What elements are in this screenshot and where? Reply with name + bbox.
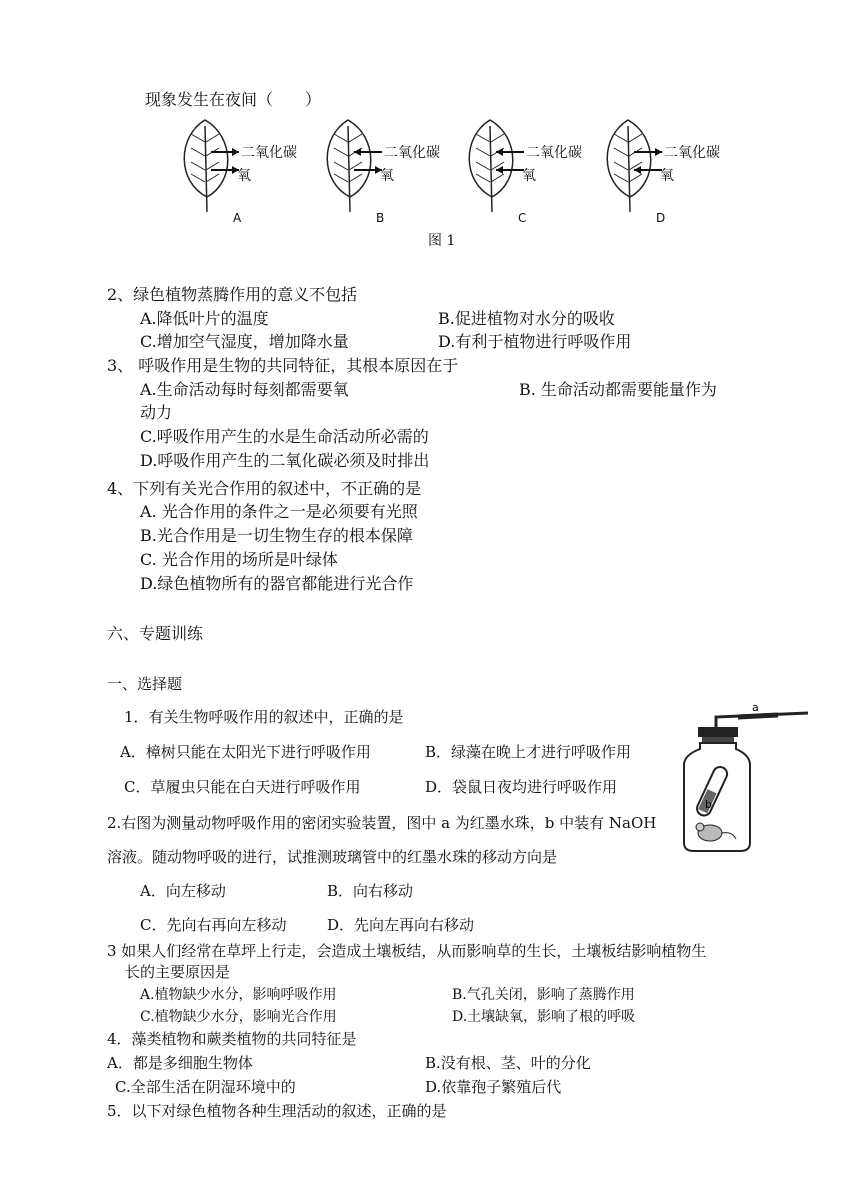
leaf-option-d xyxy=(607,120,720,225)
q2-option-c: C.增加空气湿度，增加降水量 xyxy=(140,332,349,351)
p2-line2: 溶液。随动物呼吸的进行，试推测玻璃管中的红墨水珠的移动方向是 xyxy=(107,848,558,866)
o2-arrow-head xyxy=(496,166,503,174)
q4-stem: 4、下列有关光合作用的叙述中，不正确的是 xyxy=(107,479,422,498)
co2-label: 二氧化碳 xyxy=(526,145,582,161)
p2-option-c: C．先向右再向左移动 xyxy=(140,916,287,934)
leaf-vein xyxy=(206,174,219,182)
p1-option-b: B．绿藻在晚上才进行呼吸作用 xyxy=(425,743,632,761)
q4-option-c: C. 光合作用的场所是叶绿体 xyxy=(140,550,338,569)
p1-stem: 1．有关生物呼吸作用的叙述中，正确的是 xyxy=(124,708,404,726)
o2-arrow-head xyxy=(634,166,641,174)
option-letter: C xyxy=(518,211,527,225)
o2-label: 氧 xyxy=(237,168,251,184)
leaf-vein xyxy=(476,174,490,182)
q3-option-d: D.呼吸作用产生的二氧化碳必须及时排出 xyxy=(140,451,430,470)
leaf-vein xyxy=(349,162,362,170)
leaf-vein xyxy=(614,162,628,170)
stopper xyxy=(698,727,738,737)
q3-stem: 3、 呼吸作用是生物的共同特征，其根本原因在于 xyxy=(107,356,459,375)
p2-option-a: A．向左移动 xyxy=(140,882,226,900)
mouse-tail xyxy=(722,833,736,839)
p3-option-b: B.气孔关闭，影响了蒸腾作用 xyxy=(452,987,635,1003)
q3-option-b: B. 生命活动都需要能量作为 xyxy=(519,380,717,399)
co2-arrow-head xyxy=(354,148,361,156)
p4-option-d: D.依靠孢子繁殖后代 xyxy=(425,1078,562,1096)
co2-arrow-head xyxy=(655,148,662,156)
leaf-vein xyxy=(476,148,490,156)
q4-option-a: A. 光合作用的条件之一是必须要有光照 xyxy=(140,502,418,521)
q3-option-a: A.生命活动每时每刻都需要氧 xyxy=(140,380,349,399)
leaf-vein xyxy=(476,162,490,170)
p1-option-a: A．樟树只能在太阳光下进行呼吸作用 xyxy=(120,743,371,761)
q2-stem: 2、绿色植物蒸腾作用的意义不包括 xyxy=(107,285,358,304)
q3-option-b-cont: 动力 xyxy=(140,403,173,422)
leaf-vein xyxy=(191,148,205,156)
leaf-vein xyxy=(614,148,628,156)
p3-line1: 3 如果人们经常在草坪上行走，会造成土壤板结，从而影响草的生长，土壤板结影响植物生 xyxy=(107,942,707,960)
o2-label: 氧 xyxy=(660,168,674,184)
leaf-vein xyxy=(491,174,504,182)
p2-line1: 2.右图为测量动物呼吸作用的密闭实验装置，图中 a 为红墨水珠，b 中装有 NaOH xyxy=(107,814,657,832)
leaf-vein xyxy=(206,134,219,142)
leaf-vein xyxy=(334,174,348,182)
o2-label: 氧 xyxy=(522,168,536,184)
red-ink-drop xyxy=(738,715,778,717)
leaf-vein xyxy=(191,134,205,142)
p3-option-d: D.土壤缺氧，影响了根的呼吸 xyxy=(452,1009,636,1025)
q2-option-d: D.有利于植物进行呼吸作用 xyxy=(438,332,632,351)
p2-option-d: D．先向左再向右移动 xyxy=(327,916,475,934)
leaf-option-a xyxy=(184,120,297,225)
leaf-vein xyxy=(334,148,348,156)
p3-option-a: A.植物缺少水分，影响呼吸作用 xyxy=(140,987,337,1003)
leaf-vein xyxy=(629,134,642,142)
option-letter: D xyxy=(656,211,666,225)
test-tube-b xyxy=(695,765,730,818)
leaf-vein xyxy=(191,174,205,182)
label-b: b xyxy=(705,798,712,811)
o2-label: 氧 xyxy=(380,168,394,184)
q4-option-d: D.绿色植物所有的器官都能进行光合作 xyxy=(140,574,414,593)
figure-1-caption: 图 1 xyxy=(428,233,456,249)
p4-option-a: A．都是多细胞生物体 xyxy=(107,1054,253,1072)
co2-label: 二氧化碳 xyxy=(384,145,440,161)
q4-option-b: B.光合作用是一切生物生存的根本保障 xyxy=(140,526,413,545)
p4-option-b: B.没有根、茎、叶的分化 xyxy=(425,1054,591,1072)
section-heading: 六、专题训练 xyxy=(107,624,204,643)
subsection-heading: 一、选择题 xyxy=(107,675,183,693)
option-letter: B xyxy=(376,211,385,225)
leaf-option-c xyxy=(469,120,582,225)
leaf-vein xyxy=(614,174,628,182)
leaf-vein xyxy=(614,134,628,142)
leaf-option-b xyxy=(327,120,440,225)
leaf-vein xyxy=(491,134,504,142)
p4-option-c: C.全部生活在阴湿环境中的 xyxy=(115,1078,296,1096)
p3-line2: 长的主要原因是 xyxy=(125,963,231,981)
p4-stem: 4．藻类植物和蕨类植物的共同特征是 xyxy=(107,1030,357,1048)
intro-line: 现象发生在夜间（ ） xyxy=(145,90,322,109)
label-a: a xyxy=(752,703,759,714)
leaf-diagram-row xyxy=(0,112,860,342)
p1-option-c: C．草履虫只能在白天进行呼吸作用 xyxy=(124,778,361,796)
mouse-head xyxy=(696,823,704,831)
respiration-apparatus-figure xyxy=(680,703,820,863)
p5-stem: 5．以下对绿色植物各种生理活动的叙述，正确的是 xyxy=(107,1102,447,1120)
co2-arrow-head xyxy=(232,148,239,156)
co2-label: 二氧化碳 xyxy=(241,145,297,161)
p2-option-b: B．向右移动 xyxy=(327,882,414,900)
leaf-vein xyxy=(349,174,362,182)
p1-option-d: D．袋鼠日夜均进行呼吸作用 xyxy=(425,778,618,796)
leaf-vein xyxy=(629,174,642,182)
leaf-vein xyxy=(349,134,362,142)
q3-option-c: C.呼吸作用产生的水是生命活动所必需的 xyxy=(140,427,429,446)
leaf-vein xyxy=(206,162,219,170)
leaf-vein xyxy=(334,134,348,142)
q2-option-a: A.降低叶片的温度 xyxy=(140,309,269,328)
p3-option-c: C.植物缺少水分，影响光合作用 xyxy=(140,1009,337,1025)
q2-option-b: B.促进植物对水分的吸收 xyxy=(438,309,615,328)
leaf-vein xyxy=(476,134,490,142)
leaf-vein xyxy=(334,162,348,170)
leaf-vein xyxy=(191,162,205,170)
option-letter: A xyxy=(233,211,242,225)
co2-arrow-head xyxy=(496,148,503,156)
co2-label: 二氧化碳 xyxy=(664,145,720,161)
